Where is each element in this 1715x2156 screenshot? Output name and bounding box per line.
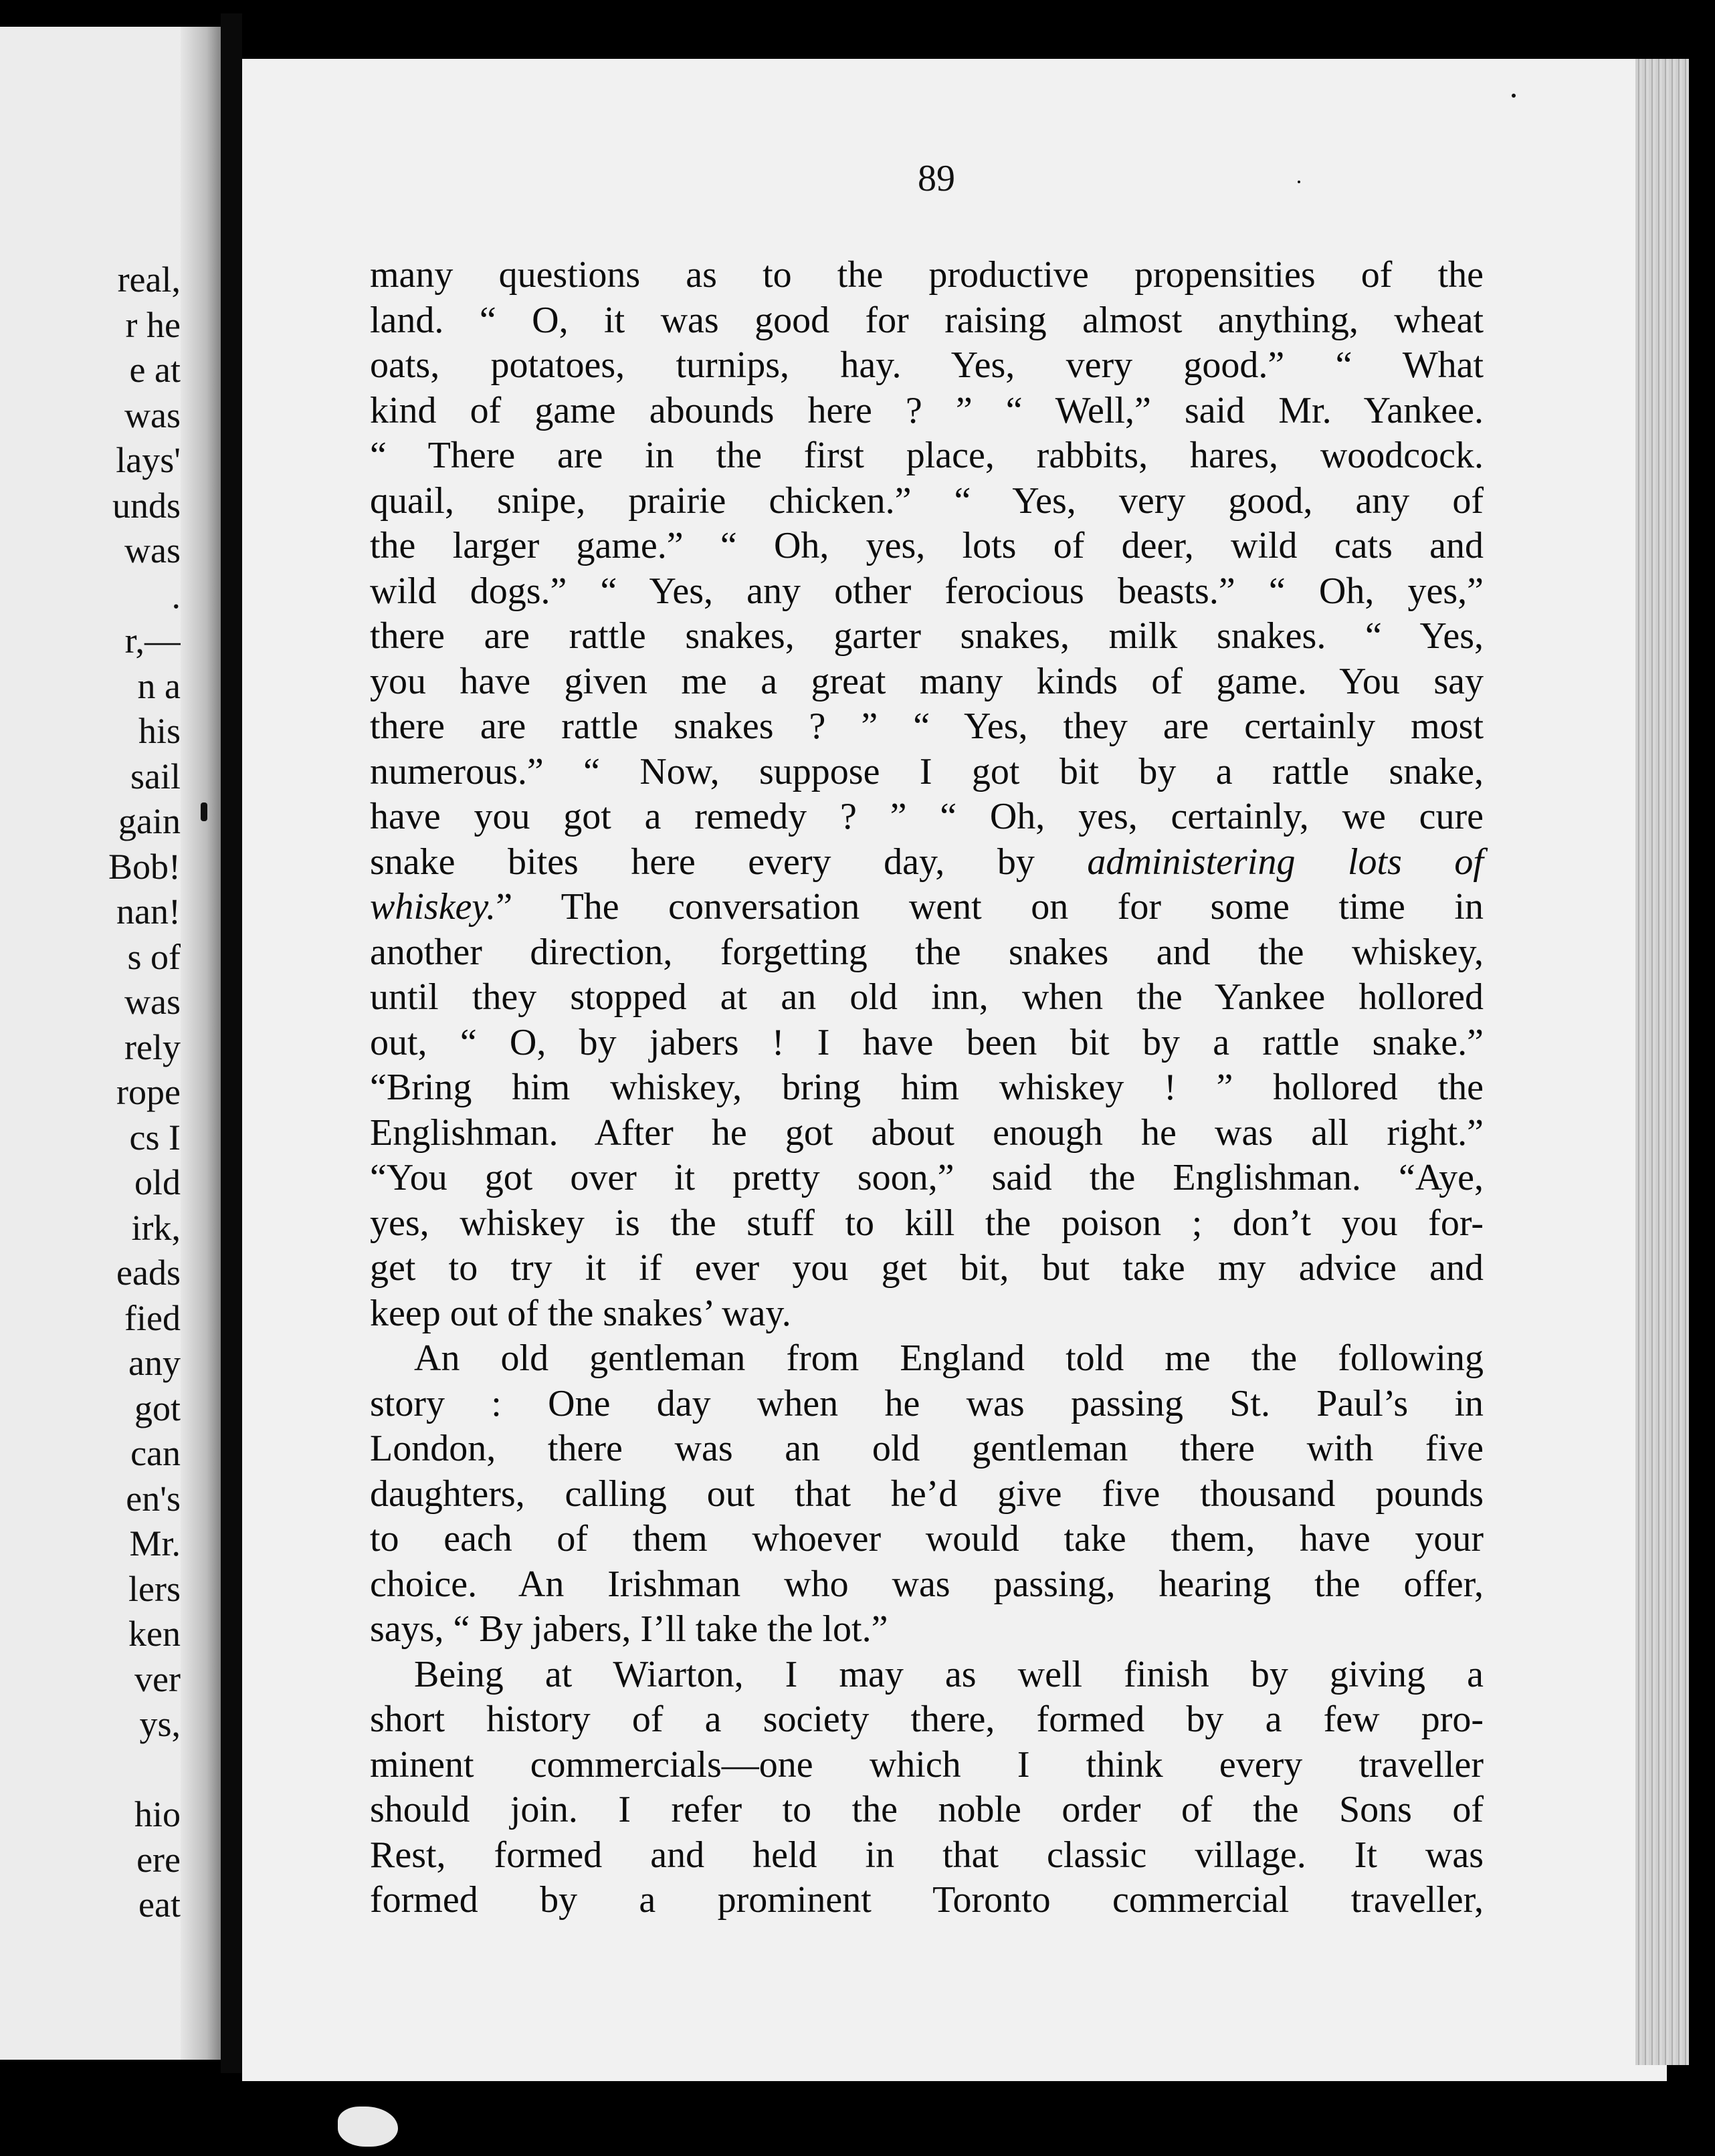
left-page-fragment: unds [112, 485, 181, 526]
text-line: kind of game abounds here ? ” “ Well,” said Mr. Yankee. [370, 389, 1484, 431]
text-line: choice. An Irishman who was passing, hearing the offer, [370, 1563, 1484, 1605]
text-line-with-italic [370, 840, 1484, 885]
text-line: daughters, calling out that he’d give five thousand pounds [370, 1473, 1484, 1515]
left-page-fragment: old [134, 1162, 181, 1202]
left-page-fragment: was [124, 982, 181, 1022]
left-page-fragment: lers [128, 1568, 181, 1609]
left-page-fragment: n a [137, 665, 181, 706]
text-line: “Bring him whiskey, bring him whiskey ! ” hollored the [370, 1067, 1484, 1108]
left-page-fragment: ys, [139, 1704, 181, 1744]
text-line: London, there was an old gentleman there with five [370, 1428, 1484, 1469]
text-line: land. “ O, it was good for raising almost anything, wheat [370, 299, 1484, 341]
paragraph-first-line: An old gentleman from England told me the following [414, 1337, 1484, 1379]
text-line: until they stopped at an old inn, when the Yankee hollored [370, 976, 1484, 1018]
page-number: 89 [918, 158, 955, 199]
left-page-fragment: real, [117, 259, 181, 300]
left-page-fragment: got [134, 1388, 181, 1428]
left-page-fragment: ver [134, 1658, 181, 1699]
left-page-fragment: rope [116, 1072, 181, 1112]
text-line: short history of a society there, formed by a few pro- [370, 1699, 1484, 1740]
text-line: many questions as to the productive propensities of the [370, 254, 1484, 296]
text-line: Englishman. After he got about enough he was all right.” [370, 1111, 1484, 1154]
left-page-fragment: was [124, 395, 181, 435]
left-page-fragment: rely [124, 1027, 181, 1067]
text-line: there are rattle snakes ? ” “ Yes, they are certainly most [370, 706, 1484, 747]
left-page-fragment: cs I [129, 1117, 181, 1158]
text-line: formed by a prominent Toronto commercial traveller, [370, 1879, 1484, 1921]
text-line: have you got a remedy ? ” “ Oh, yes, certainly, we cure [370, 796, 1484, 837]
text-line: numerous.” “ Now, suppose I got bit by a rattle snake, [370, 750, 1484, 792]
body-text [370, 253, 1484, 1923]
text-line: says, “ By jabers, I’ll take the lot.” [370, 1608, 888, 1650]
left-page-fragment: fied [124, 1297, 181, 1338]
text-segment: The conversation went on for some time in [561, 886, 1484, 928]
scan-blot [338, 2107, 398, 2147]
text-line: “You got over it pretty soon,” said the Englishman. “Aye, [370, 1157, 1484, 1198]
left-page-fragment: ere [136, 1839, 181, 1880]
left-page-fragment: r he [125, 304, 181, 345]
left-page-fragment: can [130, 1433, 181, 1473]
left-page-fragment: Bob! [108, 846, 181, 887]
closing-quote: ” [496, 886, 513, 928]
left-page-fragment: irk, [131, 1207, 181, 1248]
left-page-fragment [108, 1747, 181, 1793]
paragraph-first-line: Being at Wiarton, I may as well finish by giving a [414, 1653, 1484, 1695]
book-binding [221, 13, 242, 2073]
scan-speck [201, 802, 207, 821]
text-line: get to try it if ever you get bit, but take my advice and [370, 1247, 1484, 1289]
text-line: yes, whiskey is the stuff to kill the poison ; don’t you for- [370, 1202, 1484, 1244]
text-line: another direction, forgetting the snakes and the whiskey, [370, 931, 1484, 973]
left-page-fragment: e at [129, 350, 181, 390]
text-line: should join. I refer to the noble order of the Sons of [370, 1789, 1484, 1830]
left-page-fragment: hio [134, 1794, 181, 1834]
italic-text: administering lots of [1087, 841, 1484, 883]
left-page-fragment: Mr. [129, 1523, 181, 1564]
left-page-fragment: any [128, 1343, 181, 1383]
text-line: wild dogs.” “ Yes, any other ferocious beasts.” “ Oh, yes,” [370, 570, 1484, 612]
left-page-fragment: nan! [116, 891, 181, 932]
text-line-with-italic [370, 885, 1484, 930]
text-line: keep out of the snakes’ way. [370, 1292, 791, 1334]
left-page-text-fragments [108, 257, 181, 1928]
left-page-fragment: . [171, 575, 181, 616]
scan-speck [1298, 181, 1300, 183]
left-page-fragment: eat [138, 1884, 181, 1925]
left-page-fragment: sail [130, 756, 181, 796]
left-page-fragment: s of [127, 936, 181, 977]
left-page-fragment: ken [128, 1614, 181, 1654]
text-line: quail, snipe, prairie chicken.” “ Yes, very good, any of [370, 479, 1484, 522]
text-line: story : One day when he was passing St. Paul’s in [370, 1382, 1484, 1424]
text-line: you have given me a great many kinds of game. You say [370, 660, 1484, 702]
left-page-fragment: r,— [124, 621, 181, 661]
scan-speck [1512, 94, 1516, 98]
left-page-fragment: eads [116, 1253, 181, 1293]
left-page-fragment: en's [126, 1478, 181, 1519]
page-edges [1635, 59, 1689, 2065]
left-page-fragment: lays' [116, 440, 181, 480]
text-line: to each of them whoever would take them, have your [370, 1518, 1484, 1559]
text-line: minent commercials—one which I think every traveller [370, 1743, 1484, 1786]
left-page-fragment: was [124, 530, 181, 570]
text-line: there are rattle snakes, garter snakes, milk snakes. “ Yes, [370, 615, 1484, 657]
text-line: the larger game.” “ Oh, yes, lots of deer, wild cats and [370, 525, 1484, 566]
text-line: “ There are in the first place, rabbits, hares, woodcock. [370, 435, 1484, 476]
text-line: oats, potatoes, turnips, hay. Yes, very good.” “ What [370, 344, 1484, 386]
left-page-fragment: gain [118, 801, 181, 841]
italic-text: whiskey. [370, 886, 496, 928]
left-page-fragment: his [138, 711, 181, 751]
text-line: out, “ O, by jabers ! I have been bit by a rattle snake.” [370, 1021, 1484, 1063]
text-line: Rest, formed and held in that classic village. It was [370, 1834, 1484, 1876]
text-segment: snake bites here every day, by [370, 841, 1035, 883]
